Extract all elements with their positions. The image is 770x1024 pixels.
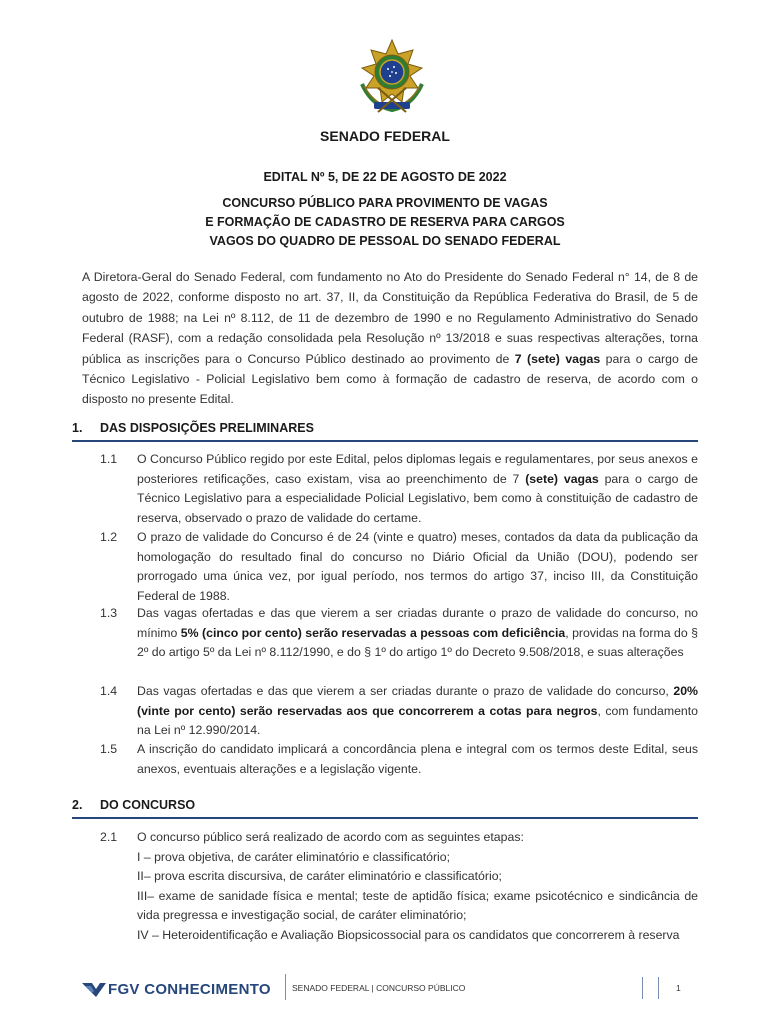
section-number: 2. [72,798,83,812]
clause-bold: 20% (vinte por cento) serão reservadas aos que concorrerem a cotas para negros [137,684,698,718]
section-divider [72,817,698,819]
clause-2-1 [100,828,698,945]
footer-brand: FGV CONHECIMENTO [108,981,271,998]
clause-text: O prazo de validade do Concurso é de 24 (vinte e quatro) meses, contados da data da publicação da homologação do resultado final do concurso no Diário Oficial da União (DOU), podendo ser prorrogado uma única vez, por igual período, nos termos do artigo 37, inciso III, da Constituição Federal de 1988. [137,530,698,603]
clause-1-5 [100,740,698,779]
clause-1-3 [100,604,698,663]
clause-text-end: , com fundamento na Lei nº 12.990/2014. [137,703,698,737]
intro-text: A Diretora-Geral do Senado Federal, com fundamento no Ato do Presidente do Senado Federal n° 14, de 8 de agosto de 2022, conforme disposto no art. 37, II, da Constituição da República Federativa do Brasil, de 5 de outubro de 1988; na Lei nº 8.112, de 11 de dezembro de 1990 e no Regulamento Administrativo do Senado Federal (RASF), com a redação consolidada pela Resolução nº 13/2018 e suas respectivas alterações, torna pública as inscrições para o Concurso Público destinado ao provimento de [82,270,698,366]
subtitle-line: E FORMAÇÃO DE CADASTRO DE RESERVA PARA CARGOS [205,215,565,229]
footer-divider [642,977,643,999]
clause-1-2 [100,528,698,606]
clause-number: 1.1 [100,452,118,466]
footer-divider [285,974,286,1000]
section-number: 1. [72,421,83,435]
stage-line: I – prova objetiva, de caráter eliminatório e classificatório; [137,849,451,864]
edital-title: EDITAL Nº 5, DE 22 DE AGOSTO DE 2022 [263,170,507,184]
clause-text: O Concurso Público regido por este Edital, pelos diplomas legais e regulamentares, por seus anexos e posteriores retificações, caso existam, visa ao preenchimento de 7 [137,452,698,486]
footer-divider [658,977,659,999]
clause-number: 1.5 [100,742,118,756]
section-heading-2 [72,798,698,812]
stage-line: IV – Heteroidentificação e Avaliação Biopsicossocial para os candidatos que concorrerem à reserva [137,927,680,942]
clause-number: 1.3 [100,606,118,620]
clause-bold: 5% (cinco por cento) serão reservadas a pessoas com deficiência [180,625,566,640]
intro-text-end: para o cargo de Técnico Legislativo - Policial Legislativo bem como à formação de cadastro de reserva, de acordo com o disposto no presente Edital. [82,351,698,407]
clause-line: O concurso público será realizado de acordo com as seguintes etapas: [137,830,524,844]
clause-text: A inscrição do candidato implicará a concordância plena e integral com os termos deste Edital, seus anexos, eventuais alterações e a legislação vigente. [137,742,698,776]
clause-number: 1.2 [100,530,118,544]
clause-bold: (sete) vagas [525,471,599,486]
intro-paragraph [82,267,698,410]
brazil-coat-of-arms-icon [352,38,432,118]
clause-number: 2.1 [100,830,118,844]
intro-bold: 7 (sete) vagas [514,351,601,366]
clause-text: Das vagas ofertadas e das que vierem a ser criadas durante o prazo de validade do concurso, no mínimo [137,606,698,640]
stage-line: II– prova escrita discursiva, de caráter eliminatório e classificatório; [137,869,502,883]
fgv-wing-icon [82,983,106,997]
clause-1-1 [100,450,698,528]
clause-1-4 [100,682,698,741]
fgv-logo [82,979,282,1001]
section-divider [72,440,698,442]
clause-text-end: para o cargo de Técnico Legislativo para a especialidade Policial Legislativo, bem como à constituição de cadastro de reserva, observado o prazo de validade do certame. [137,471,698,525]
page-number: 1 [676,983,681,993]
footer-text: SENADO FEDERAL | CONCURSO PÚBLICO [292,983,466,993]
subtitle-line: CONCURSO PÚBLICO PARA PROVIMENTO DE VAGAS [222,196,548,210]
clause-number: 1.4 [100,684,118,698]
organization-title: SENADO FEDERAL [320,128,450,144]
edital-subtitle [0,194,770,251]
section-title: DAS DISPOSIÇÕES PRELIMINARES [100,421,314,435]
clause-text-end: , providas na forma do § 2º do artigo 5º da Lei nº 8.112/1990, e do § 1º do artigo 1º do Decreto 9.508/2018, e suas alterações [137,625,699,659]
section-heading-1 [72,421,698,435]
stage-line: III– exame de sanidade física e mental; teste de aptidão física; exame psicotécnico e sindicância de vida pregressa e investigação social, de caráter eliminatório; [137,888,698,922]
clause-text: Das vagas ofertadas e das que vierem a ser criadas durante o prazo de validade do concurso, [137,684,674,698]
subtitle-line: VAGOS DO QUADRO DE PESSOAL DO SENADO FEDERAL [209,234,561,248]
section-title: DO CONCURSO [100,798,196,812]
